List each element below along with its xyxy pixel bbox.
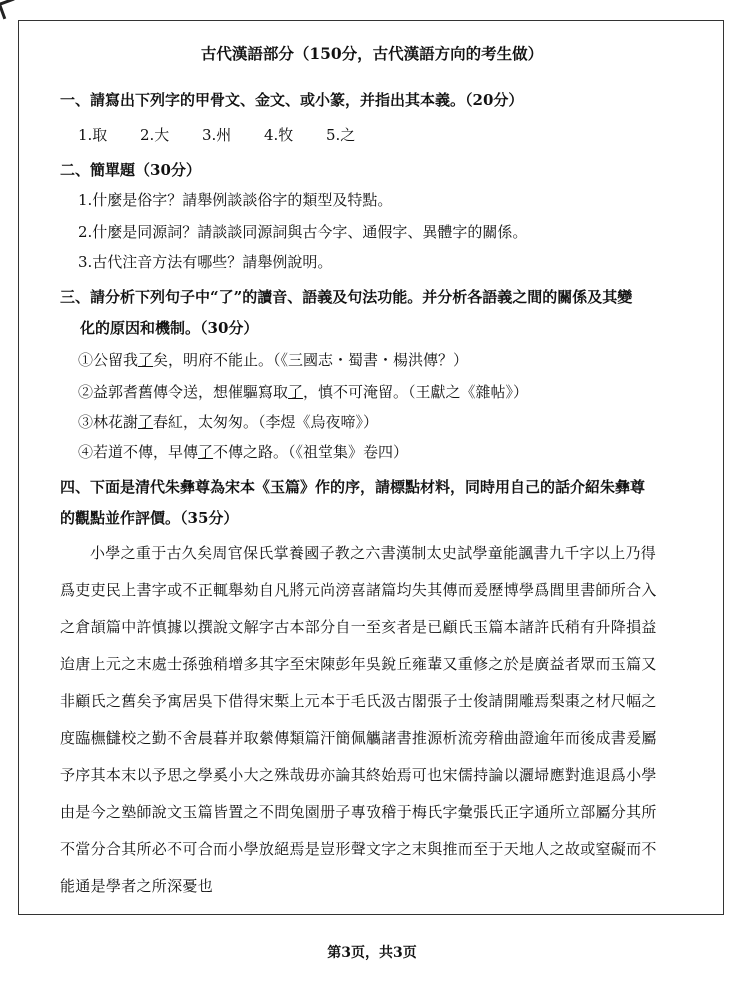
text: ③林花謝 (78, 413, 139, 431)
marked-word: 了 (198, 443, 214, 461)
question: 2.什麼是同源詞？請談談同源詞與古今字、通假字、異體字的關係。 (78, 223, 528, 241)
example-sentence (78, 350, 468, 370)
text: ②益郭耆舊傳令送，想催驅寫取 (78, 383, 289, 401)
item: 3.州 (202, 126, 232, 144)
marked-word: 了 (138, 413, 154, 431)
passage-line: 非顧氏之舊矣予寓居吳下借得宋槧上元本于毛氏汲古閣張子士俊請開雕焉梨棗之材尺幅之 (60, 692, 657, 710)
section4-heading: 四、下面是清代朱彝尊為宋本《玉篇》作的序，請標點材料，同時用自己的話介紹朱彝尊 (60, 478, 646, 496)
text: 不傳之路。（《祖堂集》卷四） (213, 443, 409, 461)
item: 2.大 (140, 126, 170, 144)
item: 5.之 (326, 126, 356, 144)
example-sentence (78, 382, 528, 402)
passage-line: 小學之重于古久矣周官保氏掌養國子教之六書漢制太史試學童能諷書九千字以上乃得 (90, 544, 657, 562)
section1-items (78, 125, 388, 145)
example-sentence (78, 442, 408, 462)
section3-heading: 三、請分析下列句子中“了”的讀音、語義及句法功能。并分析各語義之間的關係及其變 (60, 288, 633, 306)
page-title: 古代漢語部分（150分，古代漢語方向的考生做） (200, 44, 544, 63)
question: 1.什麼是俗字？請舉例談談俗字的類型及特點。 (78, 191, 393, 209)
section1-heading: 一、請寫出下列字的甲骨文、金文、或小篆，并指出其本義。（20分） (60, 91, 524, 109)
section3-heading-cont: 化的原因和機制。（30分） (80, 319, 259, 337)
example-sentence (78, 412, 378, 432)
marked-word: 了 (288, 383, 304, 401)
text: 矣，明府不能止。（《三國志・蜀書・楊洪傳？） (153, 351, 469, 369)
item: 1.取 (78, 126, 108, 144)
marked-word: 了 (138, 351, 154, 369)
text: ①公留我 (78, 351, 139, 369)
section2-heading: 二、簡單題（30分） (60, 161, 201, 179)
passage-line: 能通是學者之所深憂也 (60, 877, 214, 895)
passage-line: 予序其本末以予思之學奚小大之殊哉毋亦論其終始焉可也宋儒持論以灑埽應對進退爲小學 (60, 766, 657, 784)
text: 春紅，太匆匆。（李煜《烏夜啼》） (153, 413, 379, 431)
passage-line: 之倉頡篇中許慎據以撰說文解字古本部分自一至亥者是已顧氏玉篇本諸許氏稍有升降損益 (60, 618, 657, 636)
text: ，慎不可淹留。（王獻之《雜帖》） (303, 383, 529, 401)
page-number: 第3页，共3页 (327, 945, 417, 961)
section4-heading-cont: 的觀點並作評價。（35分） (60, 509, 239, 527)
passage-line: 不當分合其所必不可合而小學放絕焉是豈形聲文字之末與推而至于天地人之故或窒礙而不 (60, 840, 657, 858)
text: ④若道不傳，早傳 (78, 443, 199, 461)
scan-corner-mark (0, 0, 19, 19)
passage-line: 度臨橅讎校之勤不舍晨暮并取縈傳類篇汗簡佩觿諸書推源析流旁稽曲證逾年而後成書爰屬 (60, 729, 657, 747)
passage-line: 爲吏吏民上書字或不正輒舉劾自凡將元尚滂喜諸篇均失其傳而爰歷博學爲閭里書師所合入 (60, 581, 657, 599)
passage-line: 由是今之塾師說文玉篇皆置之不問兔園册子專攷稽于梅氏字彙張氏正字通所立部屬分其所 (60, 803, 657, 821)
passage-line: 迨唐上元之末處士孫強稍增多其字至宋陳彭年吳銳丘雍輩又重修之於是廣益者眾而玉篇又 (60, 655, 657, 673)
item: 4.牧 (264, 126, 294, 144)
question: 3.古代注音方法有哪些？請舉例說明。 (78, 253, 333, 271)
